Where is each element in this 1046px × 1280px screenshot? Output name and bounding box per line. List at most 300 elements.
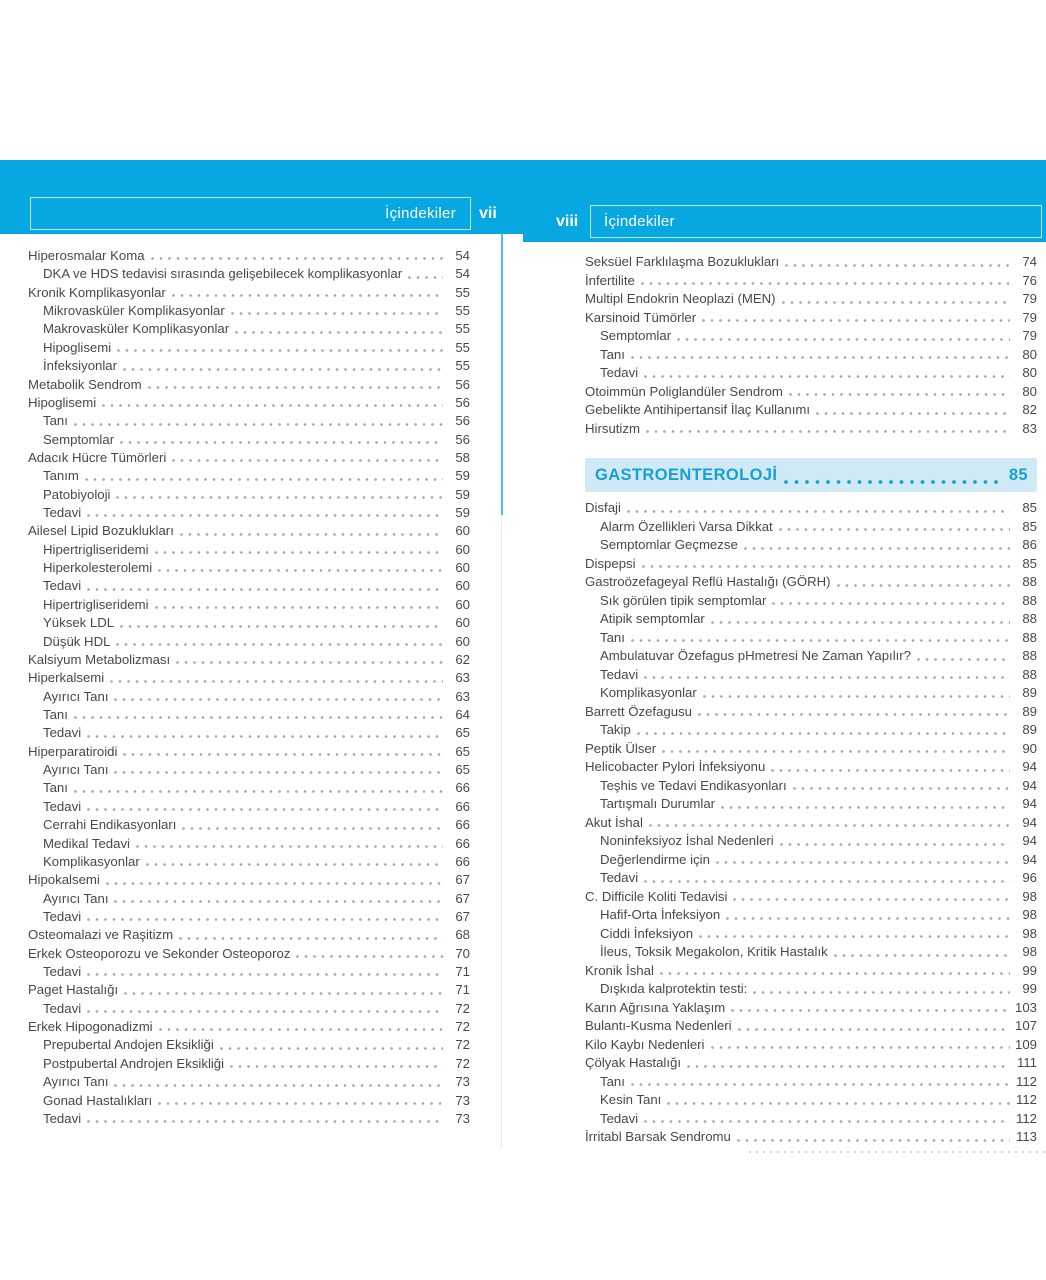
toc-entry-page: 99: [1022, 981, 1037, 996]
toc-entry: [28, 449, 470, 467]
toc-entry-label: Karın Ağrısına Yaklaşım: [585, 999, 726, 1015]
right-page-header-box: [590, 205, 1042, 238]
toc-entry-label: Akut İshal: [585, 814, 643, 830]
toc-entry: [585, 518, 1037, 537]
toc-entry-page: 89: [1022, 685, 1037, 700]
toc-entry: [28, 412, 470, 430]
dot-leader: [87, 1119, 443, 1124]
right-page-header-label: İçindekiler: [604, 213, 675, 230]
toc-entry: [585, 721, 1037, 740]
toc-entry: [28, 724, 470, 742]
dot-leader: [136, 844, 443, 849]
toc-entry-label: Hirsutizm: [585, 420, 640, 436]
toc-entry-label: Komplikasyonlar: [600, 685, 697, 700]
page-edge-line-cyan: [501, 233, 503, 515]
toc-right-bottom-list: [585, 499, 1037, 1147]
dot-leader: [631, 638, 1010, 643]
toc-entry-label: Gonad Hastalıkları: [43, 1092, 153, 1108]
toc-entry-label: Postpubertal Androjen Eksikliği: [43, 1055, 225, 1071]
toc-entry-page: 67: [455, 872, 470, 888]
toc-entry-label: Dispepsi: [585, 555, 636, 571]
toc-entry: [585, 272, 1037, 291]
toc-entry: [28, 431, 470, 449]
toc-entry-label: Komplikasyonlar: [43, 853, 140, 869]
toc-entry-page: 88: [1022, 648, 1037, 663]
toc-entry-label: Tanı: [43, 413, 68, 429]
dot-leader: [231, 311, 443, 316]
toc-entry: [585, 980, 1037, 999]
toc-entry: [585, 346, 1037, 365]
toc-entry: [28, 1110, 470, 1128]
toc-entry-page: 76: [1022, 272, 1037, 288]
toc-entry-page: 85: [1022, 555, 1037, 571]
toc-entry: [585, 309, 1037, 328]
toc-entry-page: 96: [1022, 870, 1037, 885]
toc-entry-page: 72: [455, 1019, 470, 1035]
toc-entry-page: 58: [455, 449, 470, 465]
toc-entry: [28, 706, 470, 724]
toc-entry-page: 66: [455, 853, 470, 869]
toc-entry-label: Tedavi: [43, 505, 82, 521]
toc-entry-label: Barrett Özefagusu: [585, 703, 693, 719]
toc-entry-page: 60: [455, 615, 470, 631]
dot-leader: [744, 546, 1010, 551]
toc-entry-page: 98: [1022, 888, 1037, 904]
toc-entry-page: 71: [455, 964, 470, 980]
toc-entry-label: Ayırıcı Tanı: [43, 1074, 109, 1090]
dot-leader: [87, 513, 443, 518]
toc-entry-page: 83: [1022, 420, 1037, 436]
toc-entry: [28, 669, 470, 687]
toc-entry-page: 56: [455, 394, 470, 410]
dot-leader: [120, 440, 443, 445]
toc-entry-page: 111: [1016, 1055, 1037, 1070]
left-page-header-label: İçindekiler: [385, 205, 456, 222]
toc-entry-label: Adacık Hücre Tümörleri: [28, 449, 167, 465]
toc-entry-label: Hipertrigliseridemi: [43, 541, 149, 557]
toc-entry-page: 64: [455, 706, 470, 722]
dot-leader: [733, 897, 1010, 902]
dot-leader: [753, 990, 1010, 995]
toc-entry-page: 54: [455, 248, 470, 263]
toc-entry: [585, 647, 1037, 666]
dot-leader: [660, 971, 1010, 976]
dot-leader: [785, 263, 1010, 268]
dot-leader: [151, 256, 443, 261]
dot-leader: [155, 550, 443, 555]
toc-entry-label: Tanı: [43, 706, 68, 722]
dot-leader: [731, 1008, 1010, 1013]
toc-entry: [585, 555, 1037, 574]
toc-entry-page: 72: [455, 1000, 470, 1016]
dot-leader: [789, 392, 1010, 397]
dot-leader: [235, 330, 443, 335]
dot-leader: [737, 1138, 1010, 1143]
dot-leader: [182, 826, 443, 831]
toc-entry: [585, 703, 1037, 722]
dot-leader: [114, 697, 443, 702]
toc-entry: [585, 1091, 1037, 1110]
toc-entry-label: Tedavi: [43, 578, 82, 594]
toc-entry-label: Cerrahi Endikasyonları: [43, 817, 177, 833]
dot-leader: [148, 385, 443, 390]
toc-entry-label: Tedavi: [43, 1000, 82, 1016]
toc-entry: [585, 795, 1037, 814]
toc-entry-page: 60: [455, 523, 470, 539]
left-page-header-box: [30, 197, 471, 230]
toc-entry-label: C. Difficile Koliti Tedavisi: [585, 888, 728, 904]
toc-entry: [28, 504, 470, 522]
toc-entry-page: 67: [455, 908, 470, 924]
toc-entry-page: 89: [1022, 722, 1037, 737]
toc-entry: [28, 577, 470, 595]
toc-entry-page: 65: [455, 725, 470, 741]
toc-entry: [585, 851, 1037, 870]
toc-entry-page: 109: [1014, 1036, 1037, 1052]
toc-column-right: [585, 253, 1037, 1147]
toc-entry: [585, 610, 1037, 629]
dot-leader: [649, 823, 1010, 828]
dot-leader: [158, 568, 443, 573]
toc-entry-label: Medikal Tedavi: [43, 835, 130, 851]
dot-leader: [117, 348, 443, 353]
toc-entry-page: 60: [455, 560, 470, 576]
dot-leader: [87, 807, 443, 812]
toc-entry: [585, 906, 1037, 925]
dot-leader: [711, 1045, 1011, 1050]
toc-entry-page: 94: [1022, 777, 1037, 793]
toc-entry: [28, 779, 470, 797]
toc-entry: [585, 592, 1037, 611]
toc-entry-page: 68: [455, 927, 470, 943]
dot-leader: [116, 495, 443, 500]
toc-entry-page: 88: [1022, 592, 1037, 608]
toc-entry-page: 72: [455, 1055, 470, 1071]
dot-leader: [74, 715, 443, 720]
toc-entry-label: Tartışmalı Durumlar: [600, 796, 716, 811]
dot-leader: [677, 337, 1010, 342]
dot-leader: [726, 916, 1010, 921]
dot-leader: [408, 275, 443, 280]
dot-leader: [772, 601, 1010, 606]
toc-entry: [28, 981, 470, 999]
toc-entry-label: Çölyak Hastalığı: [585, 1055, 682, 1070]
dot-leader: [146, 862, 443, 867]
toc-entry-page: 56: [455, 376, 470, 392]
toc-entry-page: 88: [1022, 574, 1037, 589]
toc-entry-label: Semptomlar: [43, 431, 115, 447]
toc-entry: [28, 908, 470, 926]
dot-leader: [834, 953, 1010, 958]
toc-entry-page: 59: [455, 486, 470, 502]
dot-leader: [180, 532, 443, 537]
toc-entry-page: 85: [1022, 518, 1037, 534]
dot-leader: [782, 300, 1010, 305]
toc-entry-label: Osteomalazi ve Raşitizm: [28, 927, 174, 943]
toc-entry-page: 90: [1022, 740, 1037, 756]
dot-leader: [698, 712, 1010, 717]
toc-entry-label: Hipertrigliseridemi: [43, 596, 149, 612]
toc-entry-label: Ciddi İnfeksiyon: [600, 925, 694, 941]
toc-entry-label: Karsinoid Tümörler: [585, 309, 697, 325]
toc-entry-label: Tedavi: [600, 365, 639, 380]
toc-entry: [585, 573, 1037, 592]
dot-leader: [779, 527, 1010, 532]
dot-leader: [702, 318, 1010, 323]
dot-leader: [738, 1027, 1010, 1032]
toc-entry: [585, 499, 1037, 518]
toc-entry-page: 98: [1022, 907, 1037, 922]
toc-entry-label: Helicobacter Pylori İnfeksiyonu: [585, 759, 766, 774]
toc-entry-label: Değerlendirme için: [600, 851, 710, 867]
toc-entry: [585, 777, 1037, 796]
toc-entry-page: 86: [1022, 537, 1037, 552]
dot-leader: [644, 675, 1010, 680]
toc-entry: [28, 522, 470, 540]
dot-leader: [667, 1101, 1010, 1106]
toc-entry-label: Tedavi: [600, 1110, 639, 1126]
toc-entry-page: 56: [455, 413, 470, 429]
dot-leader: [837, 583, 1010, 588]
toc-entry: [585, 1036, 1037, 1055]
toc-entry-label: Tanı: [600, 346, 625, 362]
toc-entry: [585, 758, 1037, 777]
toc-entry-label: Kesin Tanı: [600, 1092, 662, 1107]
dot-leader: [641, 281, 1010, 286]
toc-entry-page: 72: [455, 1037, 470, 1053]
toc-entry-label: Tedavi: [43, 964, 82, 980]
dot-leader: [172, 293, 443, 298]
toc-entry-label: Multipl Endokrin Neoplazi (MEN): [585, 291, 776, 306]
dot-leader: [85, 477, 443, 482]
toc-entry: [28, 284, 470, 302]
toc-entry-page: 55: [455, 339, 470, 355]
toc-entry-label: DKA ve HDS tedavisi sırasında gelişebilecek komplikasyonlar: [43, 266, 403, 282]
toc-entry-page: 66: [455, 798, 470, 814]
dot-leader: [917, 657, 1010, 662]
toc-entry: [28, 247, 470, 265]
toc-entry-label: Kronik İshal: [585, 962, 654, 978]
dot-leader: [637, 731, 1010, 736]
toc-entry-page: 73: [455, 1110, 470, 1126]
toc-entry-label: Ambulatuvar Özefagus pHmetresi Ne Zaman Yapılır?: [600, 648, 912, 663]
toc-entry: [28, 467, 470, 485]
toc-column-left: [28, 247, 470, 1128]
toc-entry-label: Peptik Ülser: [585, 740, 657, 756]
toc-entry-label: Hipokalsemi: [28, 872, 100, 888]
toc-entry: [28, 357, 470, 375]
toc-entry-page: 112: [1015, 1073, 1037, 1089]
toc-entry-page: 66: [455, 780, 470, 796]
dot-leader: [687, 1064, 1010, 1069]
toc-entry-label: Bulantı-Kusma Nedenleri: [585, 1018, 732, 1033]
toc-entry-page: 59: [455, 505, 470, 521]
toc-entry-label: Kalsiyum Metabolizması: [28, 651, 171, 667]
dot-leader: [711, 620, 1010, 625]
toc-entry-page: 65: [455, 762, 470, 778]
dot-leader: [644, 374, 1010, 379]
dot-leader: [172, 458, 443, 463]
toc-entry: [585, 684, 1037, 703]
toc-entry-label: Ayırıcı Tanı: [43, 890, 109, 906]
toc-entry: [28, 743, 470, 761]
toc-entry-label: Tedavi: [43, 798, 82, 814]
toc-entry: [28, 945, 470, 963]
toc-entry-page: 74: [1022, 254, 1037, 269]
toc-entry-label: Hiperosmalar Koma: [28, 248, 145, 263]
dot-leader: [116, 642, 443, 647]
toc-entry-page: 67: [455, 890, 470, 906]
toc-entry-page: 98: [1022, 944, 1037, 959]
toc-entry-page: 80: [1022, 365, 1037, 380]
toc-entry-label: İnfertilite: [585, 272, 635, 288]
toc-entry: [585, 943, 1037, 962]
dot-leader: [114, 770, 443, 775]
toc-entry-page: 79: [1022, 328, 1037, 343]
dot-leader: [220, 1046, 443, 1051]
toc-entry-page: 80: [1022, 383, 1037, 399]
dot-leader: [771, 768, 1010, 773]
dot-leader: [627, 509, 1010, 514]
toc-entry: [585, 536, 1037, 555]
toc-entry-label: Disfaji: [585, 500, 621, 515]
toc-entry: [28, 596, 470, 614]
toc-entry-label: Erkek Hipogonadizmi: [28, 1019, 153, 1035]
toc-entry-label: Tanı: [43, 780, 68, 796]
toc-entry-label: Tedavi: [600, 666, 639, 682]
toc-entry: [28, 688, 470, 706]
toc-entry-label: Teşhis ve Tedavi Endikasyonları: [600, 777, 787, 793]
section-header-gastroenteroloji: [585, 458, 1037, 492]
toc-entry: [28, 816, 470, 834]
dot-leader: [716, 860, 1010, 865]
toc-entry-page: 60: [455, 578, 470, 594]
toc-entry: [585, 832, 1037, 851]
toc-entry: [585, 401, 1037, 420]
toc-entry-label: Hipoglisemi: [43, 339, 112, 355]
dot-leader: [114, 1083, 443, 1088]
toc-entry: [585, 962, 1037, 981]
toc-entry: [585, 383, 1037, 402]
toc-entry: [28, 853, 470, 871]
dot-leader: [87, 972, 443, 977]
toc-entry-page: 60: [455, 633, 470, 649]
toc-entry: [28, 835, 470, 853]
toc-entry: [585, 1073, 1037, 1092]
toc-entry-label: Erkek Osteoporozu ve Sekonder Osteoporoz: [28, 945, 291, 961]
toc-entry: [585, 253, 1037, 272]
toc-entry: [28, 320, 470, 338]
toc-entry: [585, 999, 1037, 1018]
dot-leader: [721, 805, 1010, 810]
toc-entry: [28, 926, 470, 944]
dot-leader: [784, 479, 1000, 485]
toc-entry-label: Noninfeksiyoz İshal Nedenleri: [600, 833, 774, 848]
toc-entry-label: Tedavi: [43, 725, 82, 741]
toc-entry-label: Yüksek LDL: [43, 615, 115, 631]
dot-leader: [159, 1027, 443, 1032]
toc-right-top-list: [585, 253, 1037, 438]
dot-leader: [87, 734, 443, 739]
dot-leader: [106, 881, 443, 886]
dot-leader: [230, 1064, 443, 1069]
toc-entry: [28, 1055, 470, 1073]
toc-entry-page: 73: [455, 1092, 470, 1108]
toc-entry-page: 65: [455, 743, 470, 759]
toc-entry: [28, 633, 470, 651]
toc-entry-label: Düşük HDL: [43, 633, 111, 649]
dot-leader: [699, 934, 1010, 939]
toc-entry-label: Semptomlar Geçmezse: [600, 537, 738, 552]
toc-entry: [28, 394, 470, 412]
toc-entry-label: Prepubertal Andojen Eksikliği: [43, 1037, 214, 1053]
dot-leader: [155, 605, 443, 610]
toc-entry: [28, 890, 470, 908]
dot-leader: [87, 1009, 443, 1014]
toc-entry-page: 71: [455, 982, 470, 998]
toc-entry: [28, 265, 470, 283]
toc-entry-label: Seksüel Farklılaşma Bozuklukları: [585, 254, 780, 269]
toc-entry: [28, 541, 470, 559]
toc-entry-page: 94: [1022, 814, 1037, 830]
page-edge-line-gray: [501, 515, 502, 1148]
toc-entry-page: 62: [455, 651, 470, 667]
dot-leader: [780, 842, 1010, 847]
dot-leader: [662, 749, 1010, 754]
toc-entry-label: Ayırıcı Tanı: [43, 762, 109, 778]
toc-entry: [28, 1092, 470, 1110]
toc-entry-label: İleus, Toksik Megakolon, Kritik Hastalık: [600, 944, 828, 959]
toc-entry-label: Ailesel Lipid Bozuklukları: [28, 523, 174, 539]
toc-entry-page: 60: [455, 541, 470, 557]
toc-entry-label: Atipik semptomlar: [600, 611, 705, 626]
toc-entry-label: Hiperkolesterolemi: [43, 560, 153, 576]
toc-entry-page: 56: [455, 431, 470, 447]
toc-entry-label: Tanı: [600, 629, 625, 645]
toc-entry-page: 63: [455, 670, 470, 686]
toc-entry: [585, 364, 1037, 383]
dot-leader: [644, 879, 1010, 884]
toc-entry-page: 94: [1022, 833, 1037, 848]
toc-entry-page: 94: [1022, 759, 1037, 774]
dot-leader: [631, 355, 1010, 360]
dot-leader: [102, 403, 443, 408]
toc-entry: [28, 486, 470, 504]
dot-leader: [158, 1101, 443, 1106]
toc-entry-page: 112: [1015, 1110, 1037, 1126]
toc-entry: [28, 761, 470, 779]
dot-leader: [124, 991, 443, 996]
dot-leader: [642, 564, 1010, 569]
toc-entry-page: 89: [1022, 703, 1037, 719]
toc-entry-label: Hafif-Orta İnfeksiyon: [600, 907, 721, 922]
toc-entry-page: 94: [1022, 851, 1037, 867]
toc-entry: [28, 1000, 470, 1018]
toc-entry-label: Tedavi: [600, 870, 639, 885]
toc-entry-page: 88: [1022, 611, 1037, 626]
dot-leader: [646, 429, 1010, 434]
toc-entry: [28, 559, 470, 577]
toc-entry-page: 98: [1022, 925, 1037, 941]
toc-entry-label: Tedavi: [43, 1110, 82, 1126]
toc-entry-page: 55: [455, 284, 470, 300]
toc-entry: [585, 888, 1037, 907]
toc-entry: [28, 614, 470, 632]
toc-entry-label: Tedavi: [43, 908, 82, 924]
toc-entry: [28, 1018, 470, 1036]
toc-entry-page: 112: [1015, 1092, 1037, 1107]
toc-entry-page: 54: [455, 266, 470, 282]
